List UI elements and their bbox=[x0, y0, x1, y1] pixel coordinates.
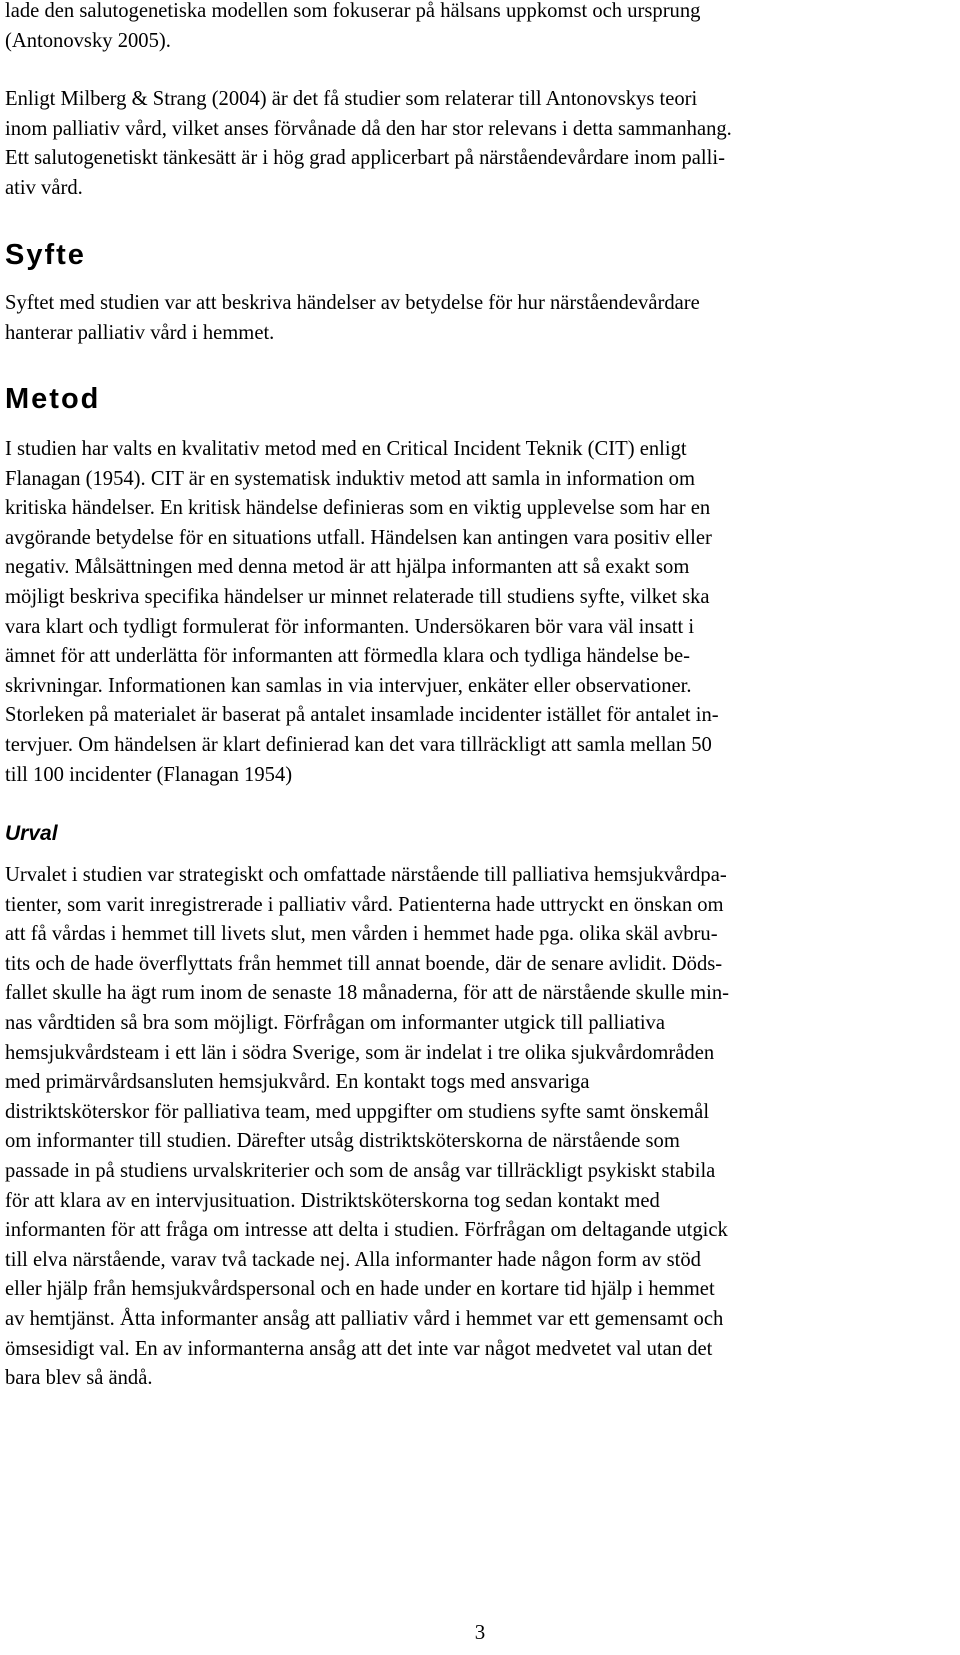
intro-paragraph bbox=[5, 0, 925, 56]
text-line: ativ vård. bbox=[5, 176, 83, 199]
text-line: tits och de hade överflyttats från hemmet till annat boende, där de senare avlidit. Döds- bbox=[5, 952, 723, 975]
text-line: I studien har valts en kvalitativ metod med en Critical Incident Teknik (CIT) enligt bbox=[5, 438, 687, 460]
text-line: avgörande betydelse för en situations utfall. Händelsen kan antingen vara positiv eller bbox=[5, 526, 712, 549]
urval-paragraph bbox=[5, 861, 925, 1394]
text-line: informanten för att fråga om intresse att delta i studien. Förfrågan om deltagande utgick bbox=[5, 1219, 728, 1242]
text-line: till 100 incidenter (Flanagan 1954) bbox=[5, 763, 293, 786]
syfte-paragraph bbox=[5, 289, 925, 348]
text-line: Ett salutogenetiskt tänkesätt är i hög grad applicerbart på närståendevårdare inom palli- bbox=[5, 147, 725, 170]
syfte-heading: Syfte bbox=[5, 239, 86, 271]
metod-heading: Metod bbox=[5, 383, 101, 415]
text-line: av hemtjänst. Åtta informanter ansåg att palliativ vård i hemmet var ett gemensamt och bbox=[5, 1307, 724, 1330]
text-line: vara klart och tydligt formulerat för informanten. Undersökaren bör vara väl insatt i bbox=[5, 615, 695, 638]
text-line: eller hjälp från hemsjukvårdspersonal och en hade under en kortare tid hjälp i hemmet bbox=[5, 1278, 715, 1301]
urval-heading: Urval bbox=[5, 822, 58, 845]
text-line: distriktsköterskor för palliativa team, med uppgifter om studiens syfte samt önskemål bbox=[5, 1100, 710, 1123]
text-line: Syftet med studien var att beskriva händelser av betydelse för hur närståendevårdare bbox=[5, 292, 700, 314]
metod-paragraph bbox=[5, 435, 925, 790]
text-line: nas vårdtiden så bra som möjligt. Förfrågan om informanter utgick till palliativa bbox=[5, 1011, 665, 1034]
text-line: att få vårdas i hemmet till livets slut, men vården i hemmet hade pga. olika skäl avbru- bbox=[5, 923, 718, 946]
text-line: tervjuer. Om händelsen är klart definierad kan det vara tillräckligt att samla mellan 50 bbox=[5, 733, 712, 756]
text-line: negativ. Målsättningen med denna metod är att hjälpa informanten att så exakt som bbox=[5, 556, 690, 579]
page-number: 3 bbox=[474, 1620, 486, 1644]
text-line: hemsjukvårdsteam i ett län i södra Sverige, som är indelat i tre olika sjukvårdområden bbox=[5, 1041, 715, 1064]
text-line: ämnet för att underlätta för informanten att förmedla klara och tydliga händelse be- bbox=[5, 645, 691, 668]
text-line: skrivningar. Informationen kan samlas in via intervjuer, enkäter eller observationer. bbox=[5, 674, 692, 697]
text-line: Enligt Milberg & Strang (2004) är det få studier som relaterar till Antonovskys teori bbox=[5, 88, 698, 110]
text-line: passade in på studiens urvalskriterier och som de ansåg var tillräckligt psykiskt stabila bbox=[5, 1159, 716, 1182]
text-line: Urvalet i studien var strategiskt och omfattade närstående till palliativa hemsjukvårdpa- bbox=[5, 864, 727, 886]
text-line: fallet skulle ha ägt rum inom de senaste 18 månaderna, för att de närstående skulle min- bbox=[5, 982, 729, 1005]
text-line: med primärvårdsansluten hemsjukvård. En kontakt togs med ansvariga bbox=[5, 1071, 590, 1094]
text-line: ömsesidigt val. En av informanterna ansåg att det inte var något medvetet val utan det bbox=[5, 1337, 713, 1360]
text-line: (Antonovsky 2005). bbox=[5, 29, 171, 52]
text-line: Flanagan (1954). CIT är en systematisk induktiv metod att samla in information om bbox=[5, 467, 695, 490]
text-line: för att klara av en intervjusituation. Distriktsköterskorna tog sedan kontakt med bbox=[5, 1189, 660, 1212]
text-line: inom palliativ vård, vilket anses förvånade då den har stor relevans i detta sammanhang. bbox=[5, 117, 732, 140]
text-line: Storleken på materialet är baserat på antalet insamlade incidenter istället för antalet in- bbox=[5, 704, 719, 727]
text-line: tienter, som varit inregistrerade i palliativ vård. Patienterna hade uttryckt en önskan om bbox=[5, 893, 724, 916]
text-line: lade den salutogenetiska modellen som fokuserar på hälsans uppkomst och ursprung bbox=[5, 0, 701, 22]
text-line: till elva närstående, varav två tackade nej. Alla informanter hade någon form av stöd bbox=[5, 1248, 701, 1271]
text-line: hanterar palliativ vård i hemmet. bbox=[5, 321, 275, 344]
text-line: kritiska händelser. En kritisk händelse definieras som en viktig upplevelse som har en bbox=[5, 497, 711, 520]
text-line: möjligt beskriva specifika händelser ur minnet relaterade till studiens syfte, vilket ska bbox=[5, 585, 710, 608]
milberg-paragraph bbox=[5, 85, 925, 203]
text-line: om informanter till studien. Därefter utsåg distriktsköterskorna de närstående som bbox=[5, 1130, 680, 1153]
text-line: bara blev så ändå. bbox=[5, 1367, 153, 1390]
